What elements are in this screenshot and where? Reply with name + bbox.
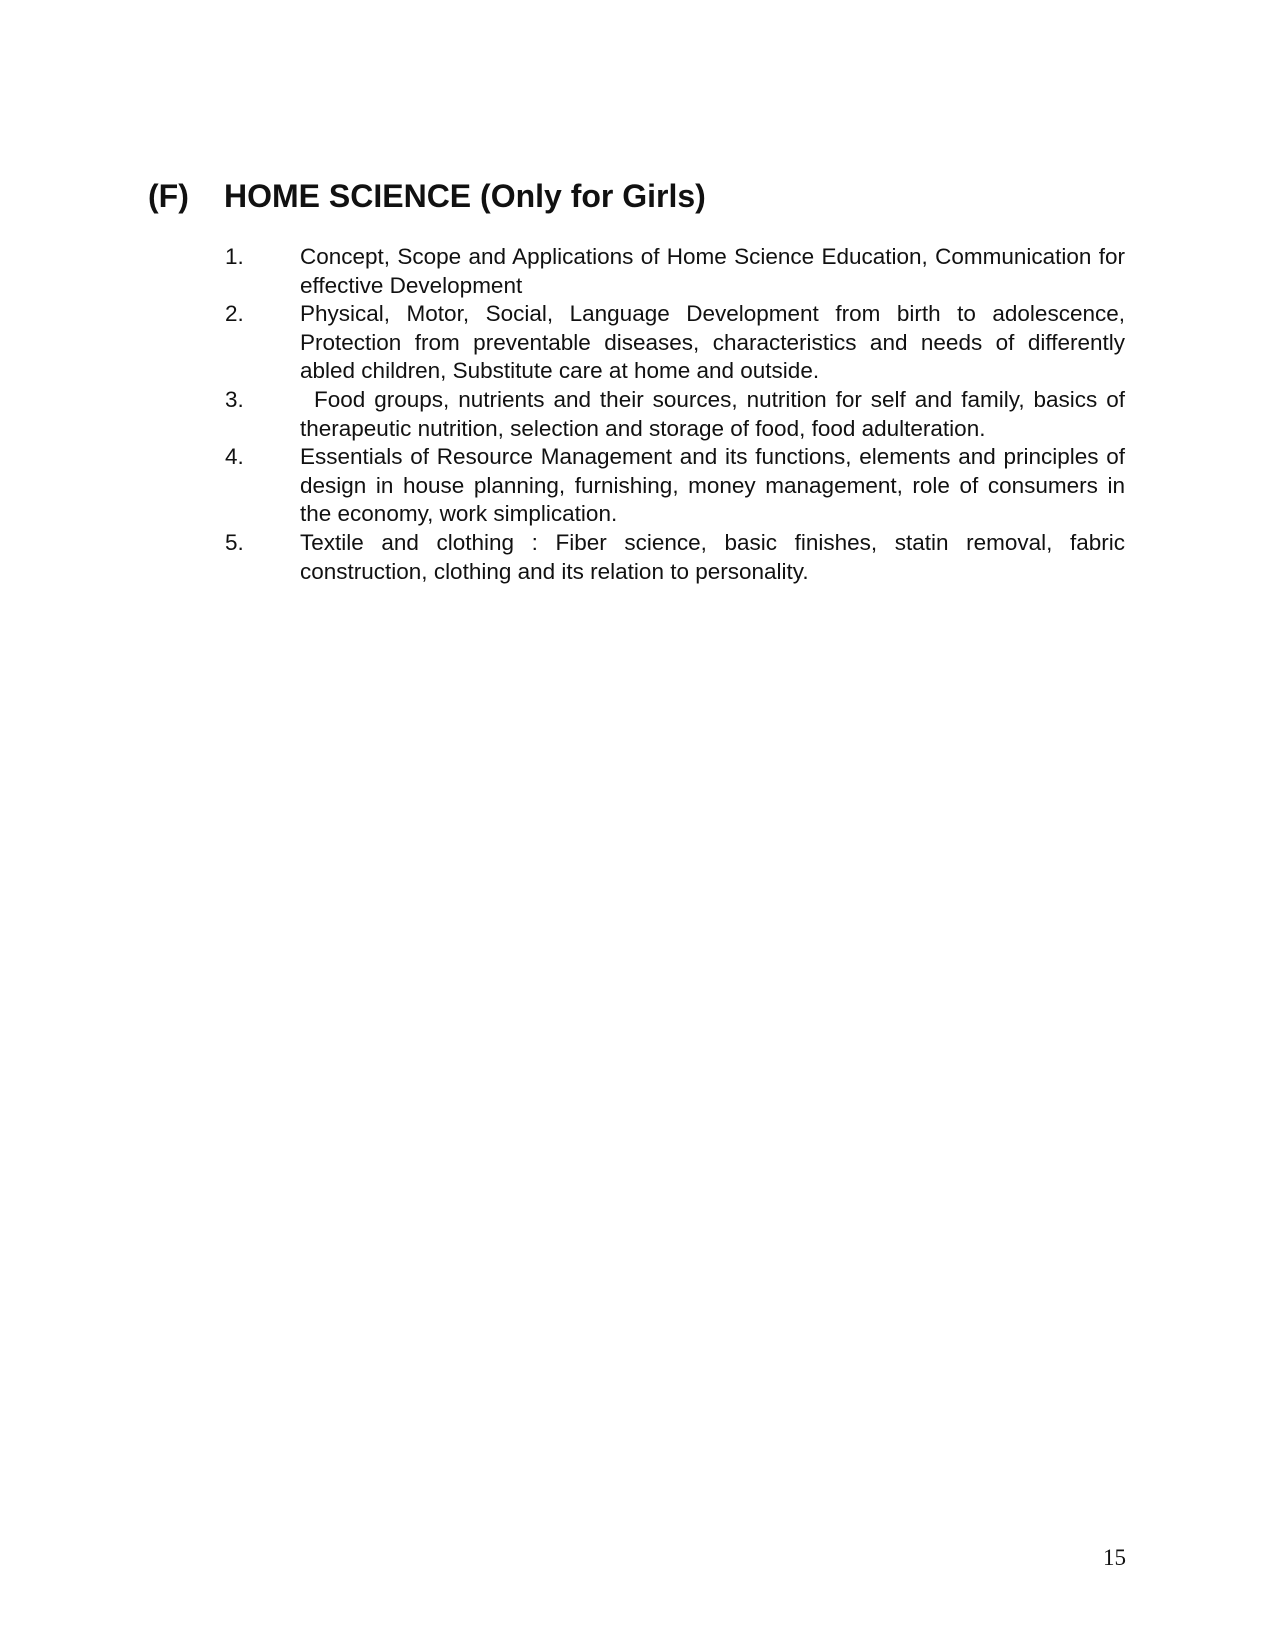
section-heading xyxy=(148,176,706,216)
item-number: 4. xyxy=(225,444,244,470)
section-title: HOME SCIENCE (Only for Girls) xyxy=(224,178,706,214)
item-number: 5. xyxy=(225,529,244,555)
item-number: 1. xyxy=(225,244,244,269)
item-number: 2. xyxy=(225,301,244,327)
item-number: 3. xyxy=(225,386,244,412)
item-text: Essentials of Resource Management and its functions, elements and principles of design in house planning, furnishing, money management, role of consumers in the economy, work simplication. xyxy=(300,444,1125,527)
item-text: Food groups, nutrients and their sources, nutrition for self and family, basics of therapeutic nutrition, selection and storage of food, food adulteration. xyxy=(300,386,1125,441)
page-number: 15 xyxy=(1103,1545,1126,1570)
list-item xyxy=(225,243,1125,300)
list-item xyxy=(225,386,1125,443)
list-item xyxy=(225,443,1125,529)
section-label: (F) xyxy=(148,178,189,214)
syllabus-list xyxy=(225,243,1125,586)
list-item xyxy=(225,300,1125,386)
list-item xyxy=(225,529,1125,586)
item-text: Concept, Scope and Applications of Home Science Education, Communication for effective Development xyxy=(300,244,1125,298)
item-text: Physical, Motor, Social, Language Development from birth to adolescence, Protection from preventable diseases, characteristics and needs of differently abled children, Substitute care at home and outside. xyxy=(300,301,1125,384)
item-text: Textile and clothing : Fiber science, basic finishes, statin removal, fabric construction, clothing and its relation to personality. xyxy=(300,529,1125,584)
